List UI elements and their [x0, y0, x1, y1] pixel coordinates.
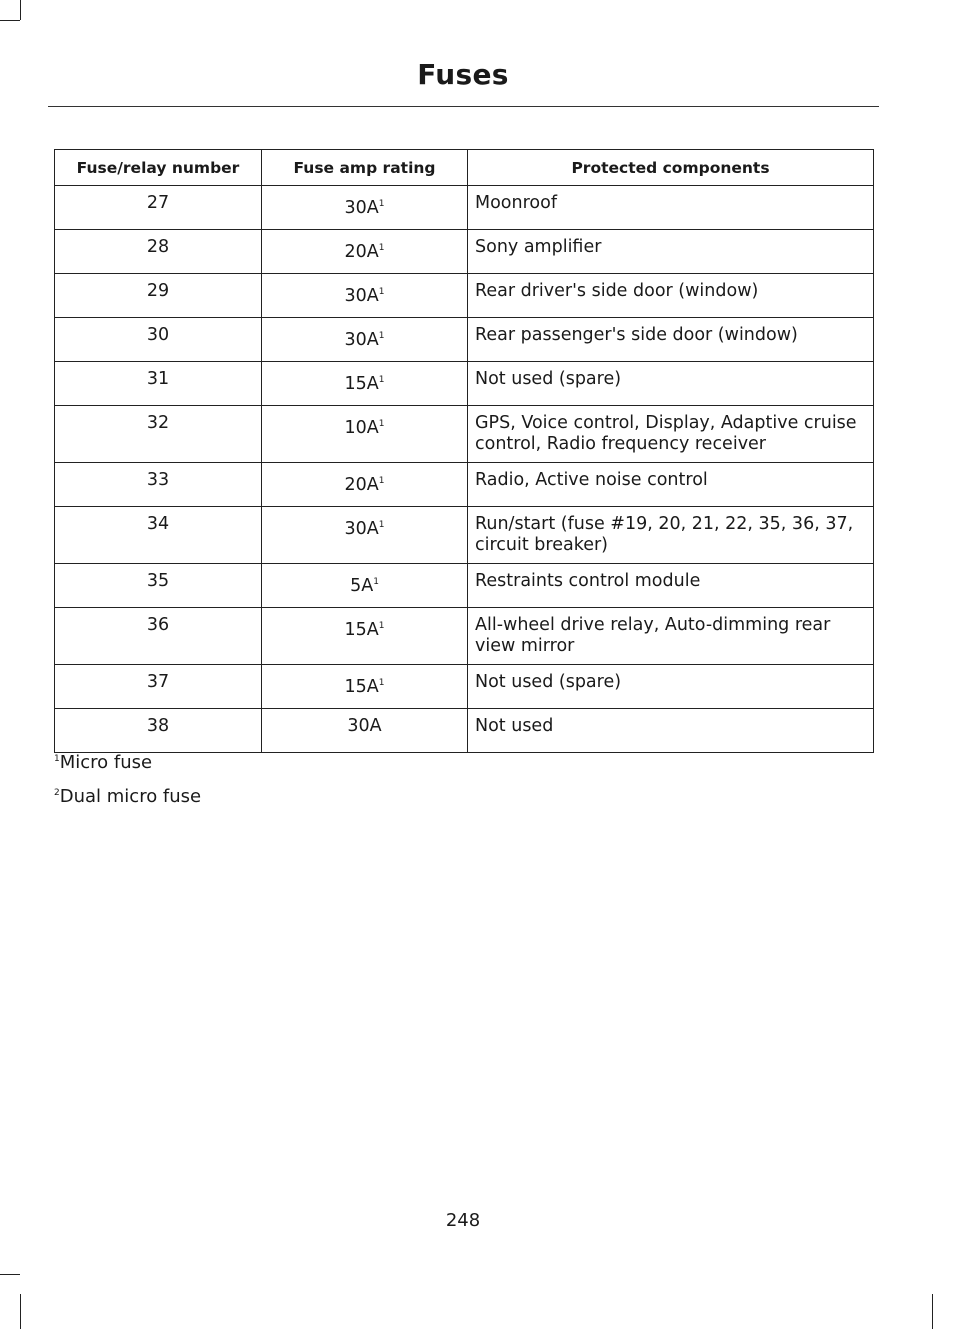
- amp-rating-cell: [262, 230, 468, 274]
- amp-rating-cell: [262, 463, 468, 507]
- protected-component-cell: Restraints control module: [468, 564, 874, 608]
- footnote-reference: 1: [378, 243, 385, 254]
- title-divider: [48, 106, 879, 107]
- footnote-1: [54, 752, 152, 773]
- footnote-text: Micro fuse: [59, 752, 153, 773]
- footnote-reference: 1: [378, 476, 385, 487]
- footnote-2: [54, 786, 201, 807]
- protected-component-cell: Rear passenger's side door (window): [468, 318, 874, 362]
- amp-rating-cell: [262, 709, 468, 753]
- table-row: [55, 665, 874, 709]
- fuse-number-cell: 27: [55, 186, 262, 230]
- fuse-number-cell: 35: [55, 564, 262, 608]
- amp-rating-cell: [262, 665, 468, 709]
- fuse-number-cell: 37: [55, 665, 262, 709]
- protected-component-cell: Rear driver's side door (window): [468, 274, 874, 318]
- crop-mark: [20, 1294, 21, 1329]
- crop-mark: [0, 20, 20, 21]
- footnote-reference: 1: [373, 577, 379, 588]
- table-row: [55, 186, 874, 230]
- fuse-number-cell: 34: [55, 507, 262, 564]
- protected-component-cell: All-wheel drive relay, Auto-dimming rear view mirror: [468, 608, 874, 665]
- table-header-row: [55, 150, 874, 186]
- fuse-number-cell: 31: [55, 362, 262, 406]
- amp-value: 15A: [344, 677, 379, 697]
- protected-component-cell: Not used (spare): [468, 362, 874, 406]
- amp-value: 15A: [344, 620, 379, 640]
- fuse-number-cell: 29: [55, 274, 262, 318]
- page-number: 248: [445, 1210, 481, 1231]
- amp-value: 20A: [344, 242, 379, 262]
- amp-rating-cell: [262, 406, 468, 463]
- amp-value: 30A: [344, 519, 379, 539]
- footnote-reference: 1: [378, 678, 385, 689]
- crop-mark: [20, 0, 21, 20]
- amp-value: 20A: [344, 475, 379, 495]
- amp-rating-cell: [262, 318, 468, 362]
- amp-value: 10A: [344, 418, 379, 438]
- page-title: Fuses: [417, 58, 509, 91]
- fuse-table: [54, 149, 874, 753]
- amp-rating-cell: [262, 564, 468, 608]
- table-row: [55, 709, 874, 753]
- protected-component-cell: Radio, Active noise control: [468, 463, 874, 507]
- footnote-reference: 1: [378, 520, 385, 531]
- footnote-mark: 2: [54, 788, 60, 798]
- footnote-reference: 1: [378, 199, 385, 210]
- table-row: [55, 230, 874, 274]
- protected-component-cell: Not used: [468, 709, 874, 753]
- amp-value: 30A: [347, 716, 382, 736]
- table-row: [55, 362, 874, 406]
- footnote-reference: 1: [378, 287, 385, 298]
- crop-mark: [932, 1294, 933, 1329]
- fuse-table-body: [55, 186, 874, 753]
- table-row: [55, 318, 874, 362]
- fuse-number-cell: 33: [55, 463, 262, 507]
- amp-rating-cell: [262, 608, 468, 665]
- amp-rating-cell: [262, 274, 468, 318]
- amp-rating-cell: [262, 507, 468, 564]
- footnote-mark: 1: [54, 754, 60, 764]
- table-row: [55, 608, 874, 665]
- fuse-number-cell: 38: [55, 709, 262, 753]
- footnote-reference: 1: [378, 419, 385, 430]
- table-row: [55, 507, 874, 564]
- column-header-components: Protected components: [468, 150, 874, 186]
- amp-value: 15A: [344, 374, 379, 394]
- footnote-reference: 1: [378, 375, 385, 386]
- column-header-amp: Fuse amp rating: [262, 150, 468, 186]
- crop-mark: [0, 1274, 20, 1275]
- table-row: [55, 564, 874, 608]
- amp-value: 30A: [344, 330, 379, 350]
- amp-rating-cell: [262, 186, 468, 230]
- fuse-number-cell: 36: [55, 608, 262, 665]
- protected-component-cell: Sony amplifier: [468, 230, 874, 274]
- protected-component-cell: GPS, Voice control, Display, Adaptive cruise control, Radio frequency receiver: [468, 406, 874, 463]
- amp-rating-cell: [262, 362, 468, 406]
- table-row: [55, 463, 874, 507]
- protected-component-cell: Moonroof: [468, 186, 874, 230]
- footnote-reference: 1: [378, 621, 385, 632]
- amp-value: 30A: [344, 286, 379, 306]
- column-header-number: Fuse/relay number: [55, 150, 262, 186]
- footnote-text: Dual micro fuse: [59, 786, 202, 807]
- table-row: [55, 406, 874, 463]
- table-row: [55, 274, 874, 318]
- fuse-number-cell: 28: [55, 230, 262, 274]
- protected-component-cell: Run/start (fuse #19, 20, 21, 22, 35, 36, 37, circuit breaker): [468, 507, 874, 564]
- amp-value: 30A: [344, 198, 379, 218]
- amp-value: 5A: [350, 576, 374, 596]
- footnote-reference: 1: [378, 331, 385, 342]
- fuse-number-cell: 30: [55, 318, 262, 362]
- fuse-number-cell: 32: [55, 406, 262, 463]
- protected-component-cell: Not used (spare): [468, 665, 874, 709]
